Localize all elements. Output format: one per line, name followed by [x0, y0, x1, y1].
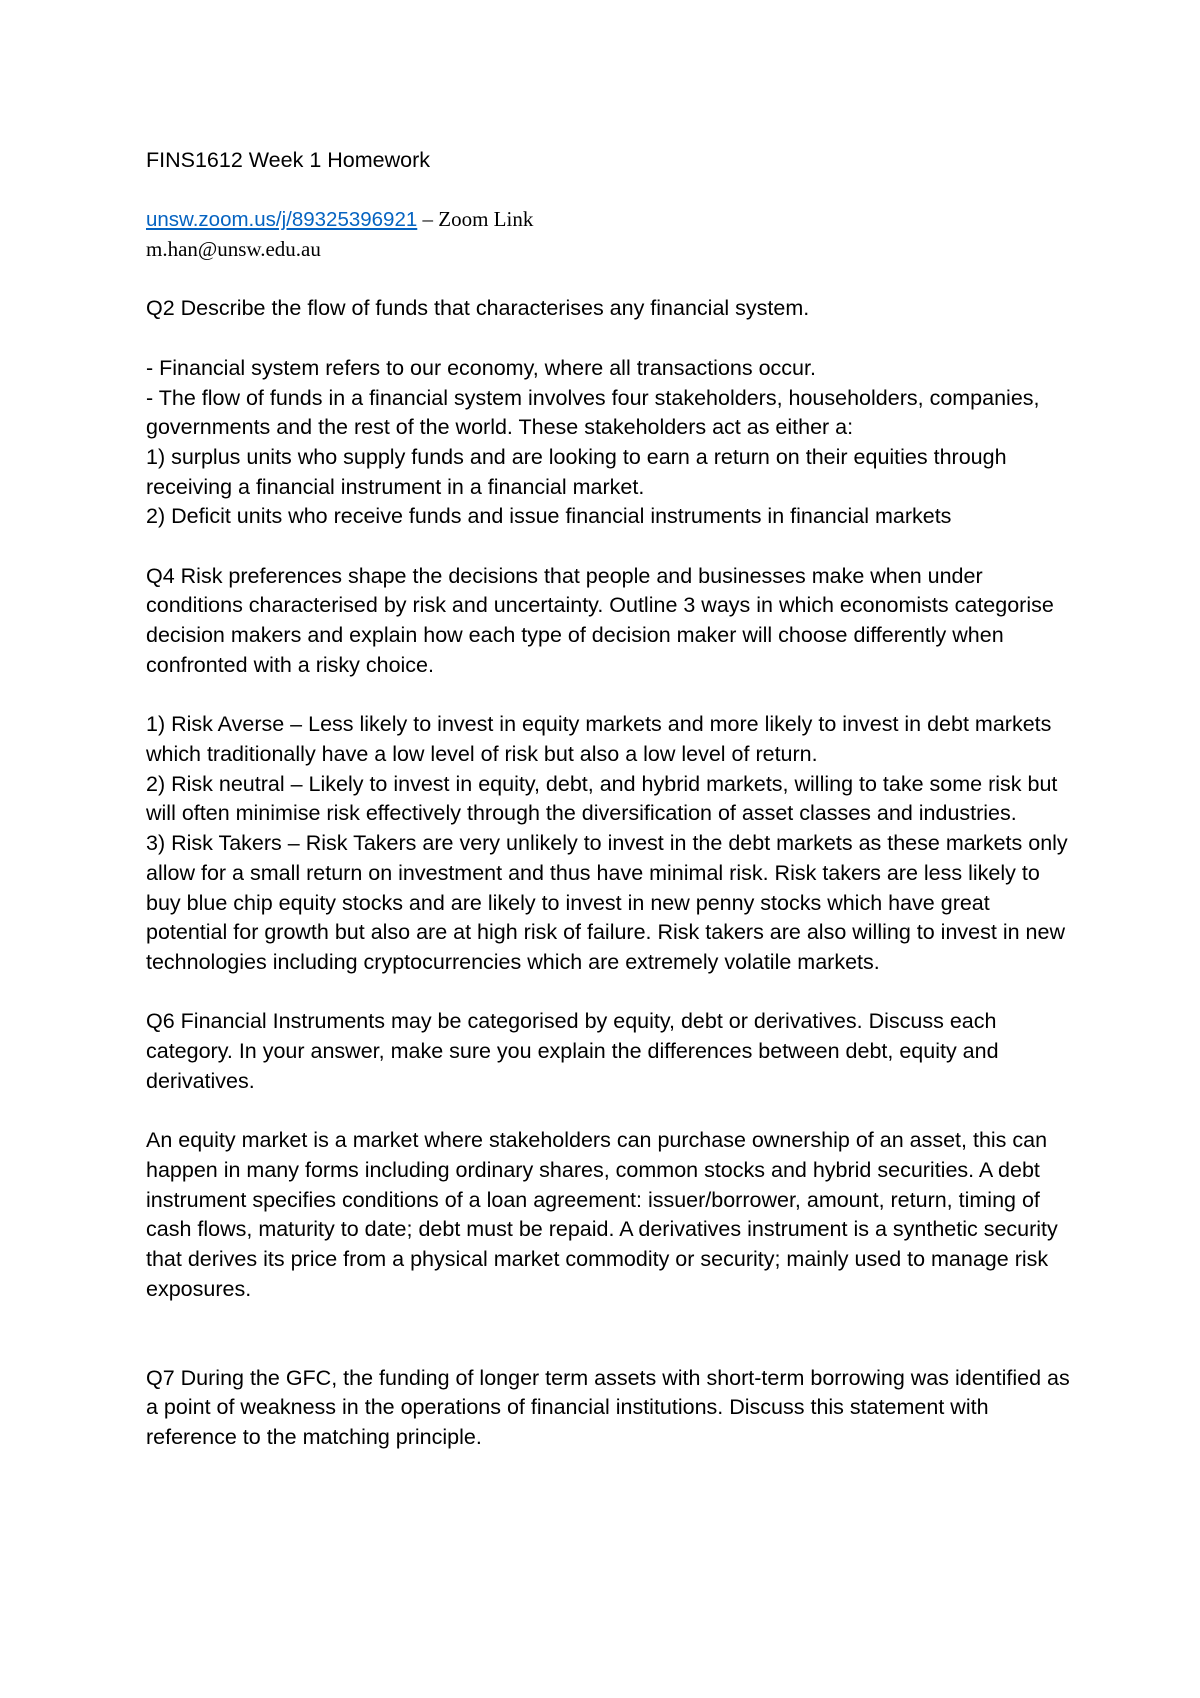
q4-answer-risk-neutral: 2) Risk neutral – Likely to invest in equity, debt, and hybrid markets, willing to take some risk but will often minimise risk effectively through the diversification of asset classes and industries.: [146, 771, 1058, 826]
spacer: [146, 978, 1076, 1008]
spacer: [146, 176, 1076, 206]
email-address: m.han@unsw.edu.au: [146, 237, 321, 262]
spacer: [146, 1304, 1076, 1363]
q2-answer-line: 1) surplus units who supply funds and are looking to earn a return on their equities through receiving a financial instrument in a financial market.: [146, 444, 1007, 499]
q2-answer-line: 2) Deficit units who receive funds and issue financial instruments in financial markets: [146, 504, 952, 529]
document-title: FINS1612 Week 1 Homework: [146, 148, 430, 172]
spacer: [146, 681, 1076, 711]
zoom-separator: –: [417, 207, 439, 232]
q4-question: Q4 Risk preferences shape the decisions that people and businesses make when under conditions characterised by risk and uncertainty. Outline 3 ways in which economists categorise decision makers and explain how each type of decision maker will choose differently when confronted with a risky choice.: [146, 563, 1054, 677]
q7-question: Q7 During the GFC, the funding of longer term assets with short-term borrowing was identified as a point of weakness in the operations of financial institutions. Discuss this statement with reference to the matching principle.: [146, 1365, 1070, 1450]
zoom-link[interactable]: unsw.zoom.us/j/89325396921: [146, 208, 418, 232]
spacer: [146, 324, 1076, 354]
q6-answer: An equity market is a market where stakeholders can purchase ownership of an asset, this can happen in many forms including ordinary shares, common stocks and hybrid securities. A debt instrument specifies conditions of a loan agreement: issuer/borrower, amount, return, timing of cash flows, maturity to date; debt must be repaid. A derivatives instrument is a synthetic security that derives its price from a physical market commodity or security; mainly used to manage risk exposures.: [146, 1128, 1058, 1301]
zoom-line: [146, 205, 1076, 235]
zoom-label: Zoom Link: [438, 207, 534, 232]
spacer: [146, 265, 1076, 295]
spacer: [146, 532, 1076, 562]
q4-answer-risk-takers: 3) Risk Takers – Risk Takers are very unlikely to invest in the debt markets as these markets only allow for a small return on investment and thus have minimal risk. Risk takers are less likely to buy blue chip equity stocks and are likely to invest in new penny stocks which have great potential for growth but also are at high risk of failure. Risk takers are also willing to invest in new technologies including cryptocurrencies which are extremely volatile markets.: [146, 831, 1068, 974]
q2-question: Q2 Describe the flow of funds that characterises any financial system.: [146, 296, 810, 321]
q6-question: Q6 Financial Instruments may be categorised by equity, debt or derivatives. Discuss each category. In your answer, make sure you explain the differences between debt, equity and derivatives.: [146, 1009, 999, 1093]
q2-answer-line: - Financial system refers to our economy, where all transactions occur.: [146, 355, 816, 380]
q2-answer-line: - The flow of funds in a financial system involves four stakeholders, householders, companies, governments and the rest of the world. These stakeholders act as either a:: [146, 385, 1040, 440]
spacer: [146, 1096, 1076, 1126]
document-page: [146, 146, 1076, 1453]
q4-answer-risk-averse: 1) Risk Averse – Less likely to invest in equity markets and more likely to invest in debt markets which traditionally have a low level of risk but also a low level of return.: [146, 712, 1052, 766]
